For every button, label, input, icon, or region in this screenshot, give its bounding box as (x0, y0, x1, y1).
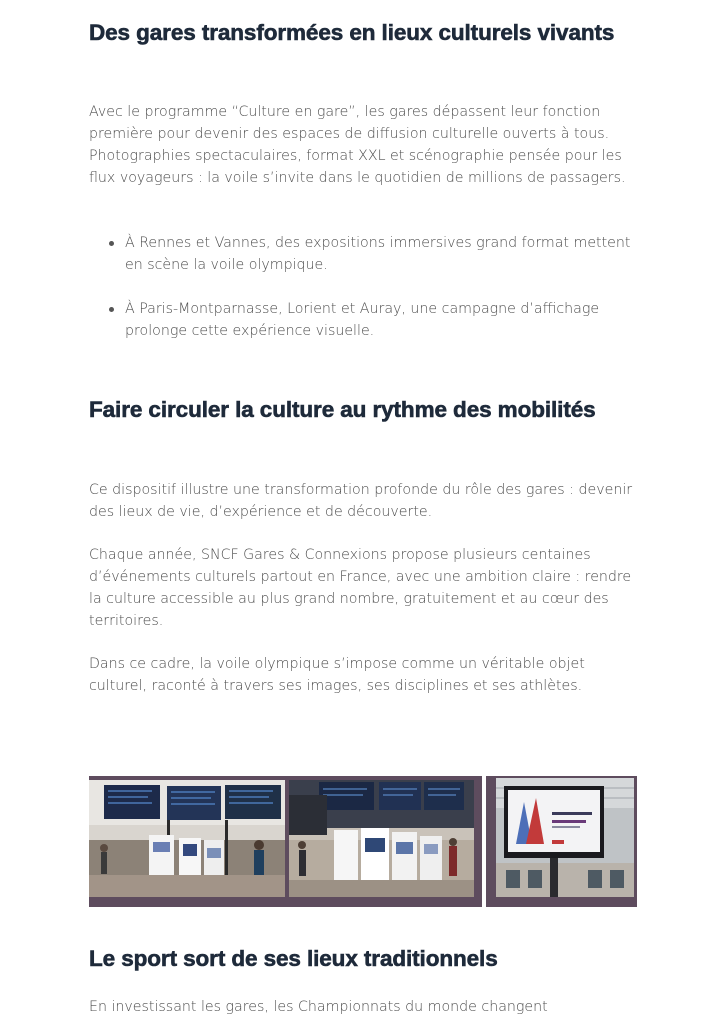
section-paragraph-culture-en-gare: Avec le programme “Culture en gare”, les gares dépassent leur fonction première pour devenir des espaces de diffusion culturelle ouverts à tous. Photographies spectaculaires, format XXL et scénographie pensée pour les flux voyageurs : la voile s’invite dans le quotidien de millions de passagers. (89, 104, 626, 186)
bullet-item-rennes-vannes: À Rennes et Vannes, des expositions immersives grand format mettent en scène la voile olympique. (125, 232, 637, 276)
section-heading-mobility: Faire circuler la culture au rythme des mobilités (89, 397, 596, 422)
paragraph-sncf-events: Chaque année, SNCF Gares & Connexions propose plusieurs centaines d’événements culturels partout en France, avec une ambition claire : rendre la culture accessible au plus grand nombre, gratuitement et au cœur des territoires. (89, 547, 632, 629)
station-display-screen-photo (496, 778, 634, 897)
bullet-item-paris-lorient-auray: À Paris-Montparnasse, Lorient et Auray, une campagne d’affichage prolonge cette expérience visuelle. (125, 298, 637, 342)
paragraph-championships-start: En investissant les gares, les Championnats du monde changent (89, 999, 548, 1015)
paragraph-olympic-sailing: Dans ce cadre, la voile olympique s’impose comme un véritable objet culturel, raconté à travers ses images, ses disciplines et ses athlètes. (89, 656, 585, 694)
station-exhibition-photo-2 (289, 780, 474, 897)
section-heading-cultural-stations: Des gares transformées en lieux culturels vivants (89, 20, 615, 45)
bullet-list-exhibitions (89, 232, 637, 342)
station-exhibition-photo-1 (89, 780, 285, 897)
section-heading-sport-outside: Le sport sort de ses lieux traditionnels (89, 946, 498, 971)
photo-strip (89, 776, 637, 907)
paragraph-station-transformation: Ce dispositif illustre une transformation profonde du rôle des gares : devenir des lieux de vie, d’expérience et de découverte. (89, 482, 633, 520)
